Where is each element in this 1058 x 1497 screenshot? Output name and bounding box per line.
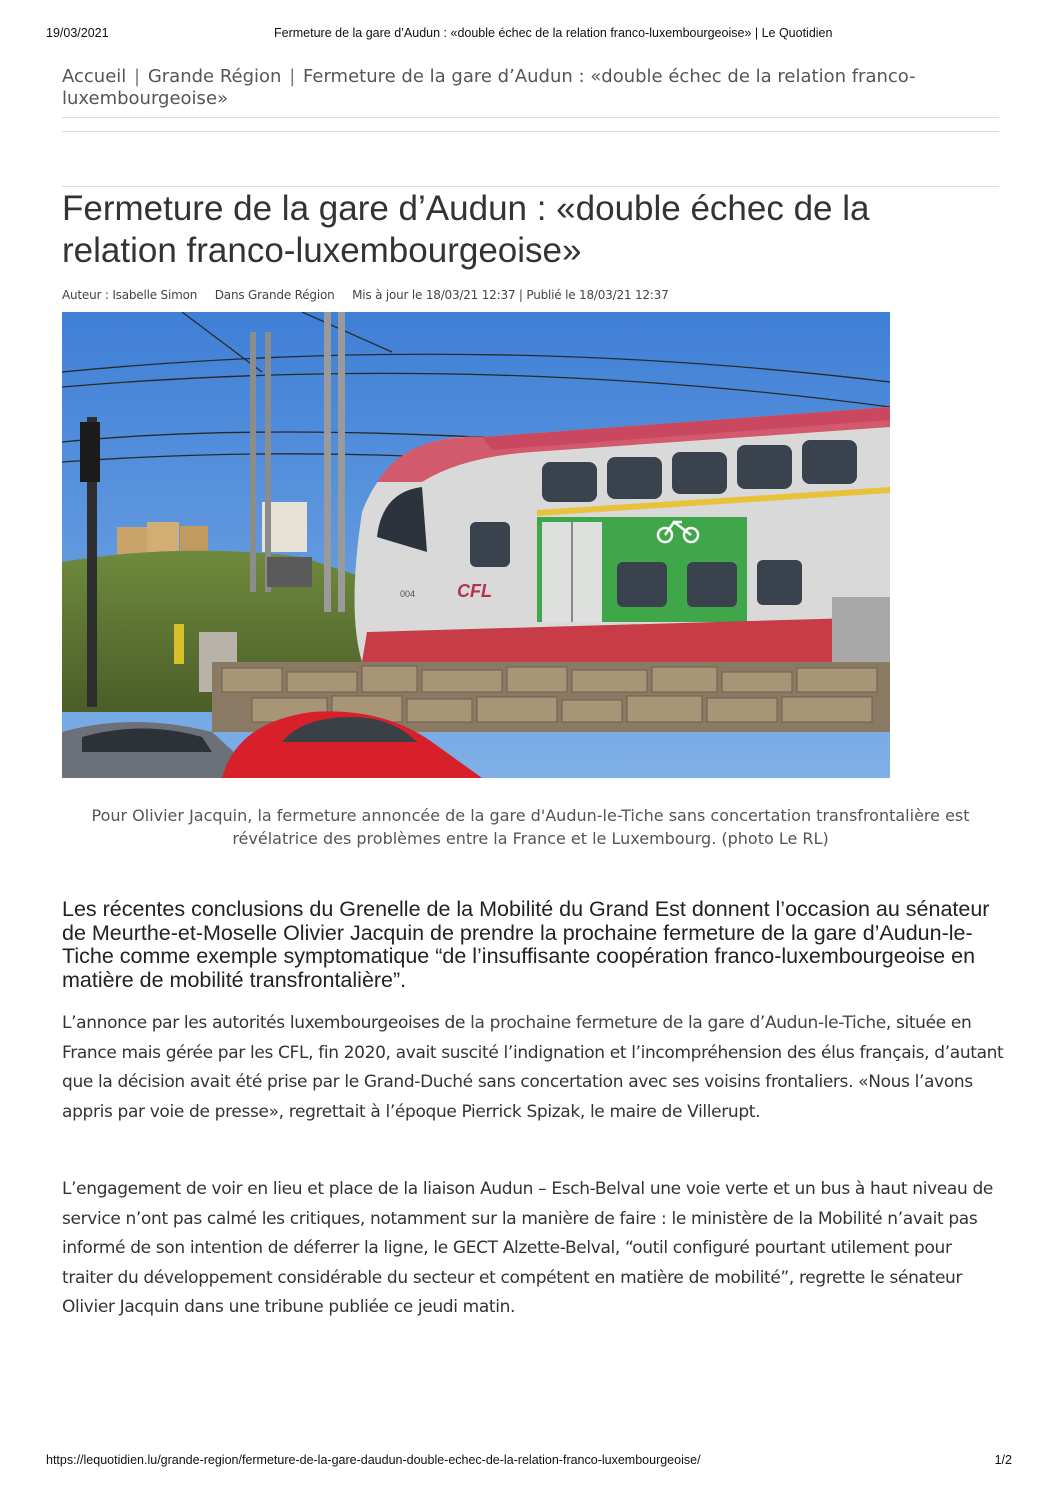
- breadcrumb-separator: |: [289, 66, 296, 87]
- paragraph-text: , située en France mais gérée par les CFL, fin 2020, avait suscité l’indignation et l’incompréhension des élus français, d’autant que la décision avait été prise par le Grand-Duché sans concertation avec ses voisins frontaliers. «Nous l’avons appris par voie de presse», regrettait à l’époque Pierrick Spizak, le maire de Villerupt.: [62, 1013, 1004, 1122]
- divider: [62, 117, 999, 118]
- inline-article-link[interactable]: la prochaine fermeture de la gare d’Audun-le-Tiche: [470, 1013, 886, 1033]
- article-paragraph: L’engagement de voir en lieu et place de la liaison Audun – Esch-Belval une voie verte et un bus à haut niveau de service n’ont pas calmé les critiques, notamment sur la manière de faire : le ministère de la Mobilité n’avait pas informé de son intention de déferrer la ligne, le GECT Alzette-Belval, “outil configuré pourtant utilement pour traiter du développement considérable du secteur et compétent en matière de mobilité”, regrette le sénateur Olivier Jacquin dans une tribune publiée ce jeudi matin.: [62, 1179, 993, 1317]
- photo-caption: Pour Olivier Jacquin, la fermeture annoncée de la gare d'Audun-le-Tiche sans concertation transfrontalière est révélatrice des problèmes entre la France et le Luxembourg. (photo Le RL): [91, 806, 970, 848]
- breadcrumb-home-link[interactable]: Accueil: [62, 66, 127, 87]
- breadcrumb-current: Fermeture de la gare d’Audun : «double échec de la relation franco-luxembourgeoise»: [62, 66, 916, 109]
- breadcrumb-section-link[interactable]: Grande Région: [147, 66, 282, 87]
- article-lead: Les récentes conclusions du Grenelle de la Mobilité du Grand Est donnent l’occasion au sénateur de Meurthe-et-Moselle Olivier Jacquin de prendre la prochaine fermeture de la gare d’Audun-le-Tiche comme exemple symptomatique “de l’insuffisante coopération franco-luxembourgeoise en matière de mobilité transfrontalière”.: [62, 897, 990, 992]
- article-title: Fermeture de la gare d’Audun : «double échec de la relation franco-luxembourgeoise»: [62, 189, 870, 270]
- breadcrumb: [62, 66, 962, 110]
- divider: [62, 131, 999, 132]
- train-car-number: 004: [400, 589, 416, 599]
- print-header: [46, 26, 1012, 42]
- print-date: 19/03/2021: [46, 26, 109, 40]
- article-dates: Mis à jour le 18/03/21 12:37 | Publié le 18/03/21 12:37: [352, 288, 669, 302]
- print-url: https://lequotidien.lu/grande-region/fermeture-de-la-gare-daudun-double-echec-de-la-relation-franco-luxembourgeoise/: [46, 1453, 701, 1467]
- breadcrumb-separator: |: [134, 66, 141, 87]
- train-logo: CFL: [457, 581, 492, 601]
- article-photo: [62, 312, 890, 778]
- article-meta: [62, 288, 669, 302]
- article-category[interactable]: Dans Grande Région: [214, 288, 335, 302]
- print-page-title: Fermeture de la gare d’Audun : «double échec de la relation franco-luxembourgeoise» | Le Quotidien: [274, 26, 833, 40]
- paragraph-text: L’annonce par les autorités luxembourgeoises de: [62, 1013, 471, 1033]
- article-author: Auteur : Isabelle Simon: [62, 288, 198, 302]
- article-paragraph: [62, 1009, 1006, 1127]
- print-page-number: 1/2: [994, 1453, 1012, 1467]
- divider: [62, 186, 999, 187]
